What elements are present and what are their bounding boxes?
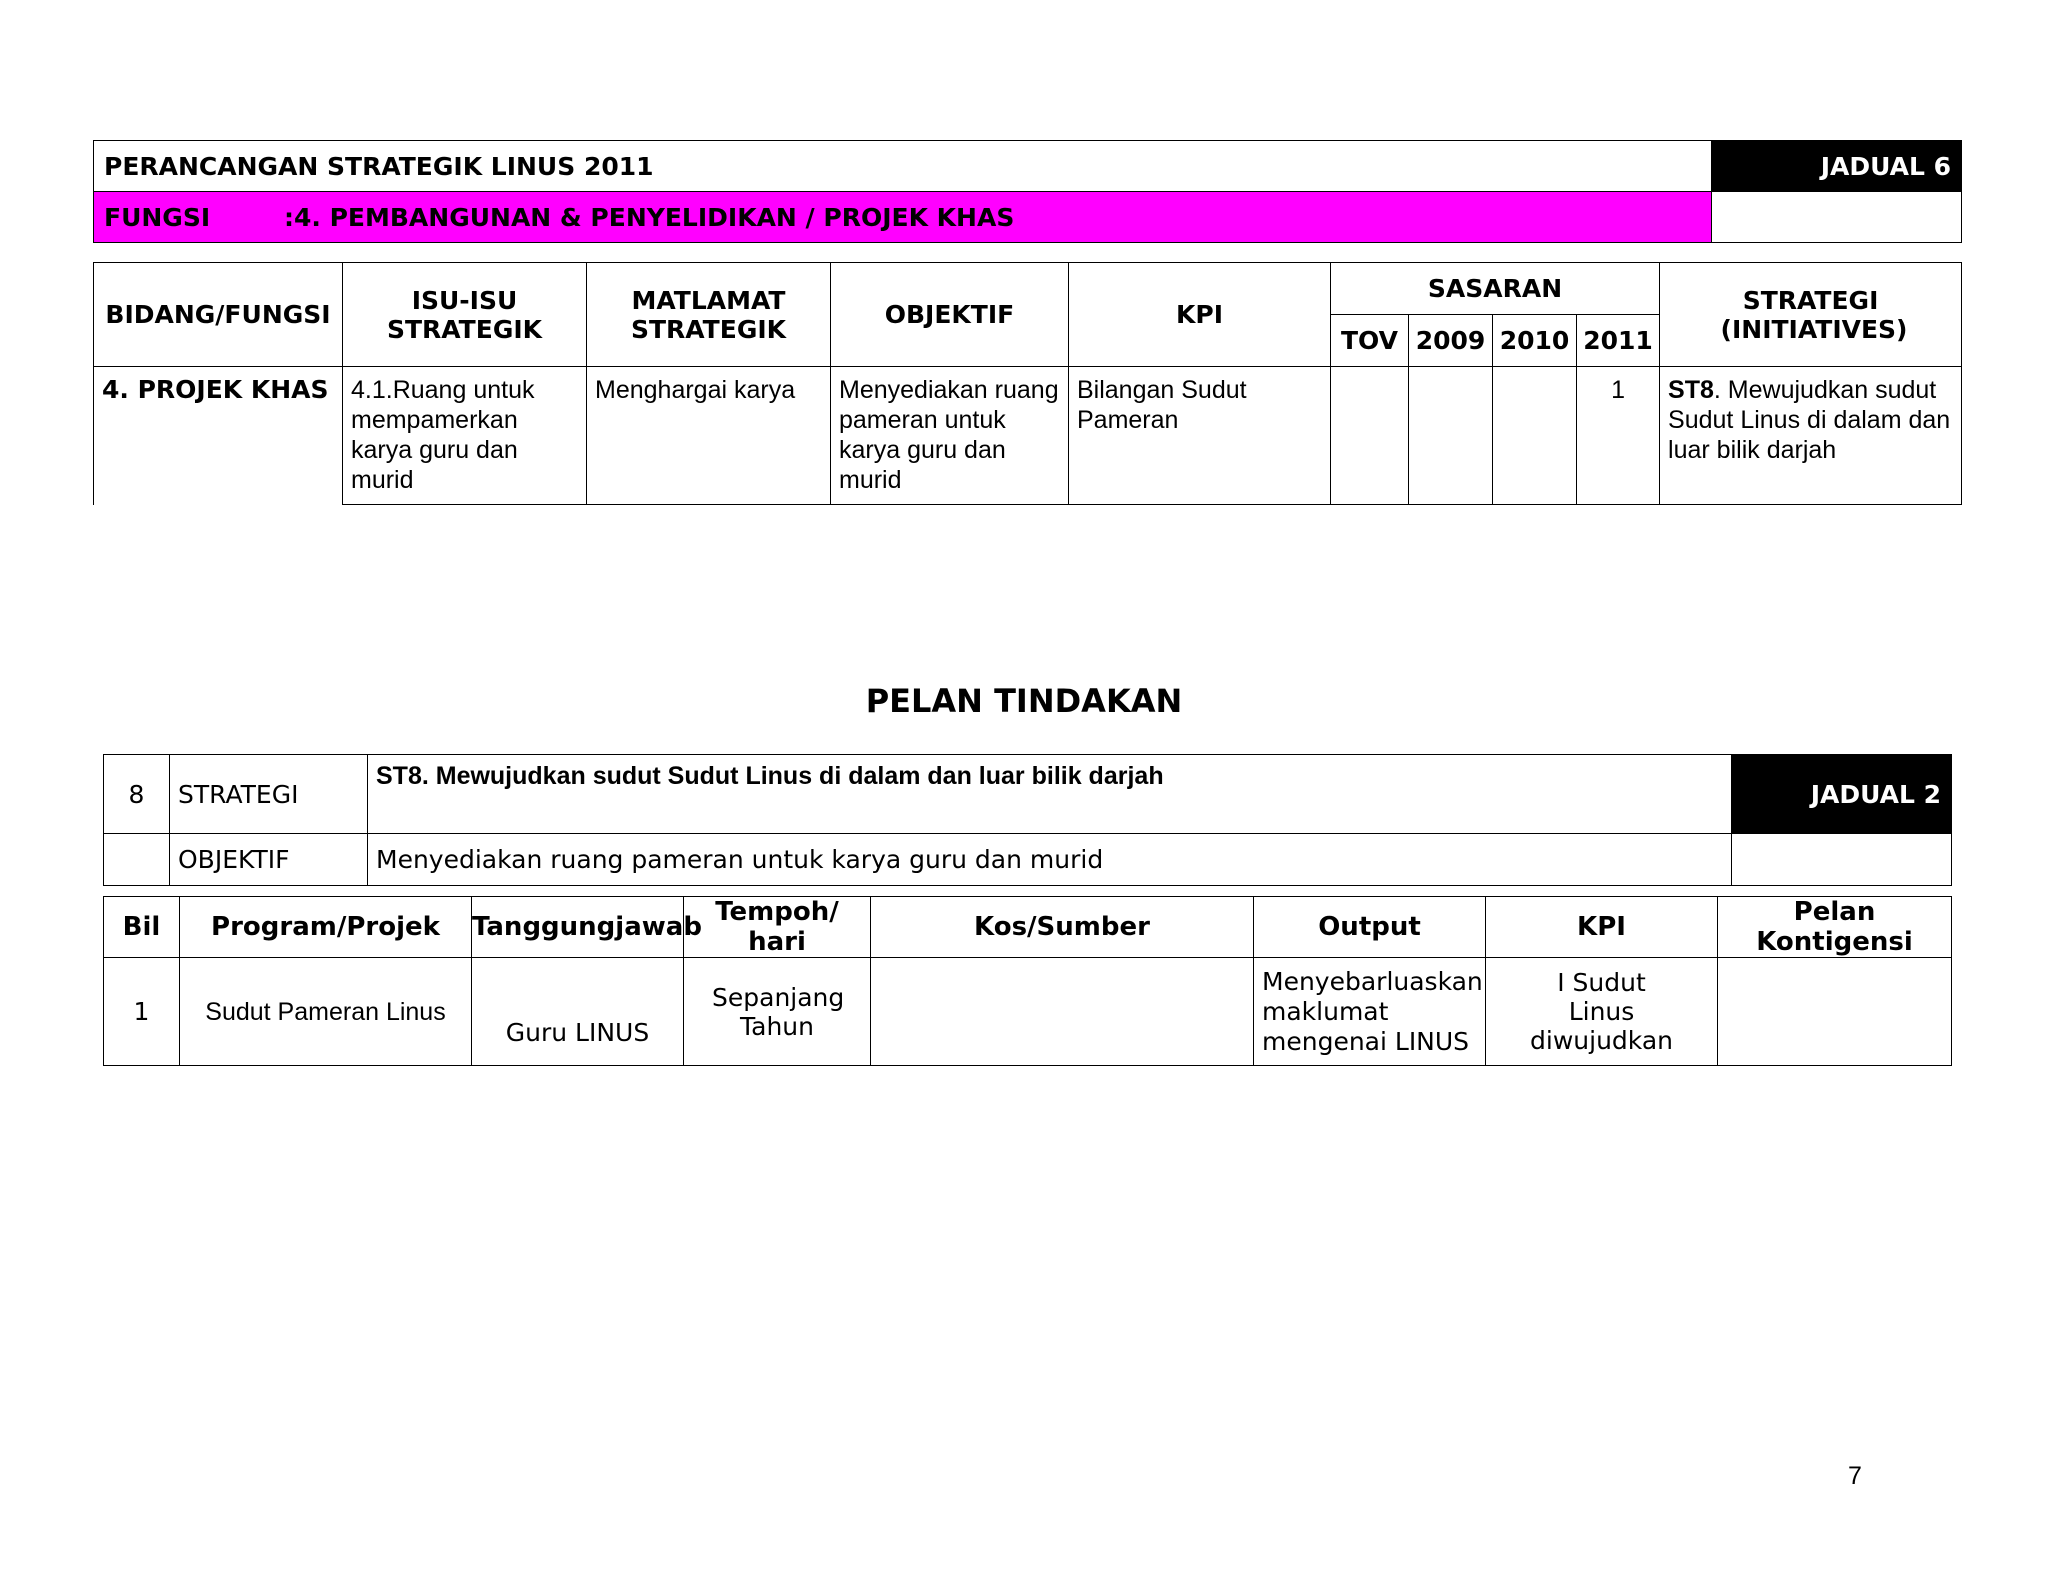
cell-kpi-action xyxy=(1486,958,1718,1066)
col-kpi-action: KPI xyxy=(1486,897,1718,958)
col-2009: 2009 xyxy=(1409,315,1493,367)
col-strategi xyxy=(1660,263,1962,367)
jadual-2-label: JADUAL 2 xyxy=(1732,755,1952,834)
strategi-label: STRATEGI xyxy=(170,755,368,834)
col-tanggungjawab: Tanggungjawab xyxy=(472,897,684,958)
fungsi-label: FUNGSI xyxy=(104,202,211,232)
fungsi-bar xyxy=(94,192,1712,243)
objektif-empty-cell xyxy=(1732,834,1952,886)
cell-tanggungjawab: Guru LINUS xyxy=(472,958,684,1066)
cell-kos xyxy=(871,958,1254,1066)
strategic-table xyxy=(93,262,1962,505)
page-number: 7 xyxy=(1848,1462,1862,1490)
header-table xyxy=(93,140,1962,243)
col-tov: TOV xyxy=(1331,315,1409,367)
strategi-code: ST8 xyxy=(1668,376,1714,404)
action-header-table xyxy=(103,754,1952,886)
pelan-tindakan-title: PELAN TINDAKAN xyxy=(865,682,1183,720)
col-objektif: OBJEKTIF xyxy=(831,263,1069,367)
col-sasaran: SASARAN xyxy=(1331,263,1660,315)
cell-tempoh xyxy=(684,958,871,1066)
cell-kontigensi xyxy=(1718,958,1952,1066)
col-kontigensi: Pelan Kontigensi xyxy=(1718,897,1952,958)
cell-2010 xyxy=(1493,367,1577,505)
col-2011: 2011 xyxy=(1577,315,1660,367)
col-output: Output xyxy=(1254,897,1486,958)
strategi-value: ST8. Mewujudkan sudut Sudut Linus di dalam dan luar bilik darjah xyxy=(368,755,1732,834)
cell-objektif: Menyediakan ruang pameran untuk karya guru dan murid xyxy=(831,367,1069,505)
col-tempoh: Tempoh/ hari xyxy=(684,897,871,958)
col-kpi: KPI xyxy=(1069,263,1331,367)
col-kos: Kos/Sumber xyxy=(871,897,1254,958)
col-matlamat xyxy=(587,263,831,367)
document-title: PERANCANGAN STRATEGIK LINUS 2011 xyxy=(94,141,1712,192)
cell-matlamat: Menghargai karya xyxy=(587,367,831,505)
col-2010: 2010 xyxy=(1493,315,1577,367)
action-plan-table xyxy=(103,896,1952,1066)
fungsi-empty-cell xyxy=(1712,192,1962,243)
cell-isu: 4.1.Ruang untuk mempamerkan karya guru dan murid xyxy=(343,367,587,505)
cell-output: Menyebarluaskan maklumat mengenai LINUS xyxy=(1254,958,1486,1066)
col-program: Program/Projek xyxy=(180,897,472,958)
cell-bil: 1 xyxy=(104,958,180,1066)
cell-program: Sudut Pameran Linus xyxy=(180,958,472,1066)
cell-bidang: 4. PROJEK KHAS xyxy=(94,367,343,505)
cell-tempoh-text: Sepanjang Tahun xyxy=(712,982,845,1041)
col-strategi-label: STRATEGI (INITIATIVES) xyxy=(1720,285,1908,344)
cell-2011: 1 xyxy=(1577,367,1660,505)
cell-kpi-text: I Sudut Linus diwujudkan xyxy=(1530,968,1673,1055)
fungsi-value: :4. PEMBANGUNAN & PENYELIDIKAN / PROJEK KHAS xyxy=(284,202,1015,232)
col-isu: ISU-ISU STRATEGIK xyxy=(343,263,587,367)
col-matlamat-label: MATLAMAT STRATEGIK xyxy=(630,285,787,344)
cell-strategi xyxy=(1660,367,1962,505)
objektif-label: OBJEKTIF xyxy=(170,834,368,886)
pelan-number: 8 xyxy=(104,755,170,834)
cell-kpi: Bilangan Sudut Pameran xyxy=(1069,367,1331,505)
jadual-6-label: JADUAL 6 xyxy=(1712,141,1962,192)
col-bidang: BIDANG/FUNGSI xyxy=(94,263,343,367)
cell-tov xyxy=(1331,367,1409,505)
strategi-text: . Mewujudkan sudut Sudut Linus di dalam dan luar bilik darjah xyxy=(1668,376,1951,464)
objektif-value: Menyediakan ruang pameran untuk karya guru dan murid xyxy=(368,834,1732,886)
col-bil: Bil xyxy=(104,897,180,958)
objektif-number-empty xyxy=(104,834,170,886)
cell-2009 xyxy=(1409,367,1493,505)
